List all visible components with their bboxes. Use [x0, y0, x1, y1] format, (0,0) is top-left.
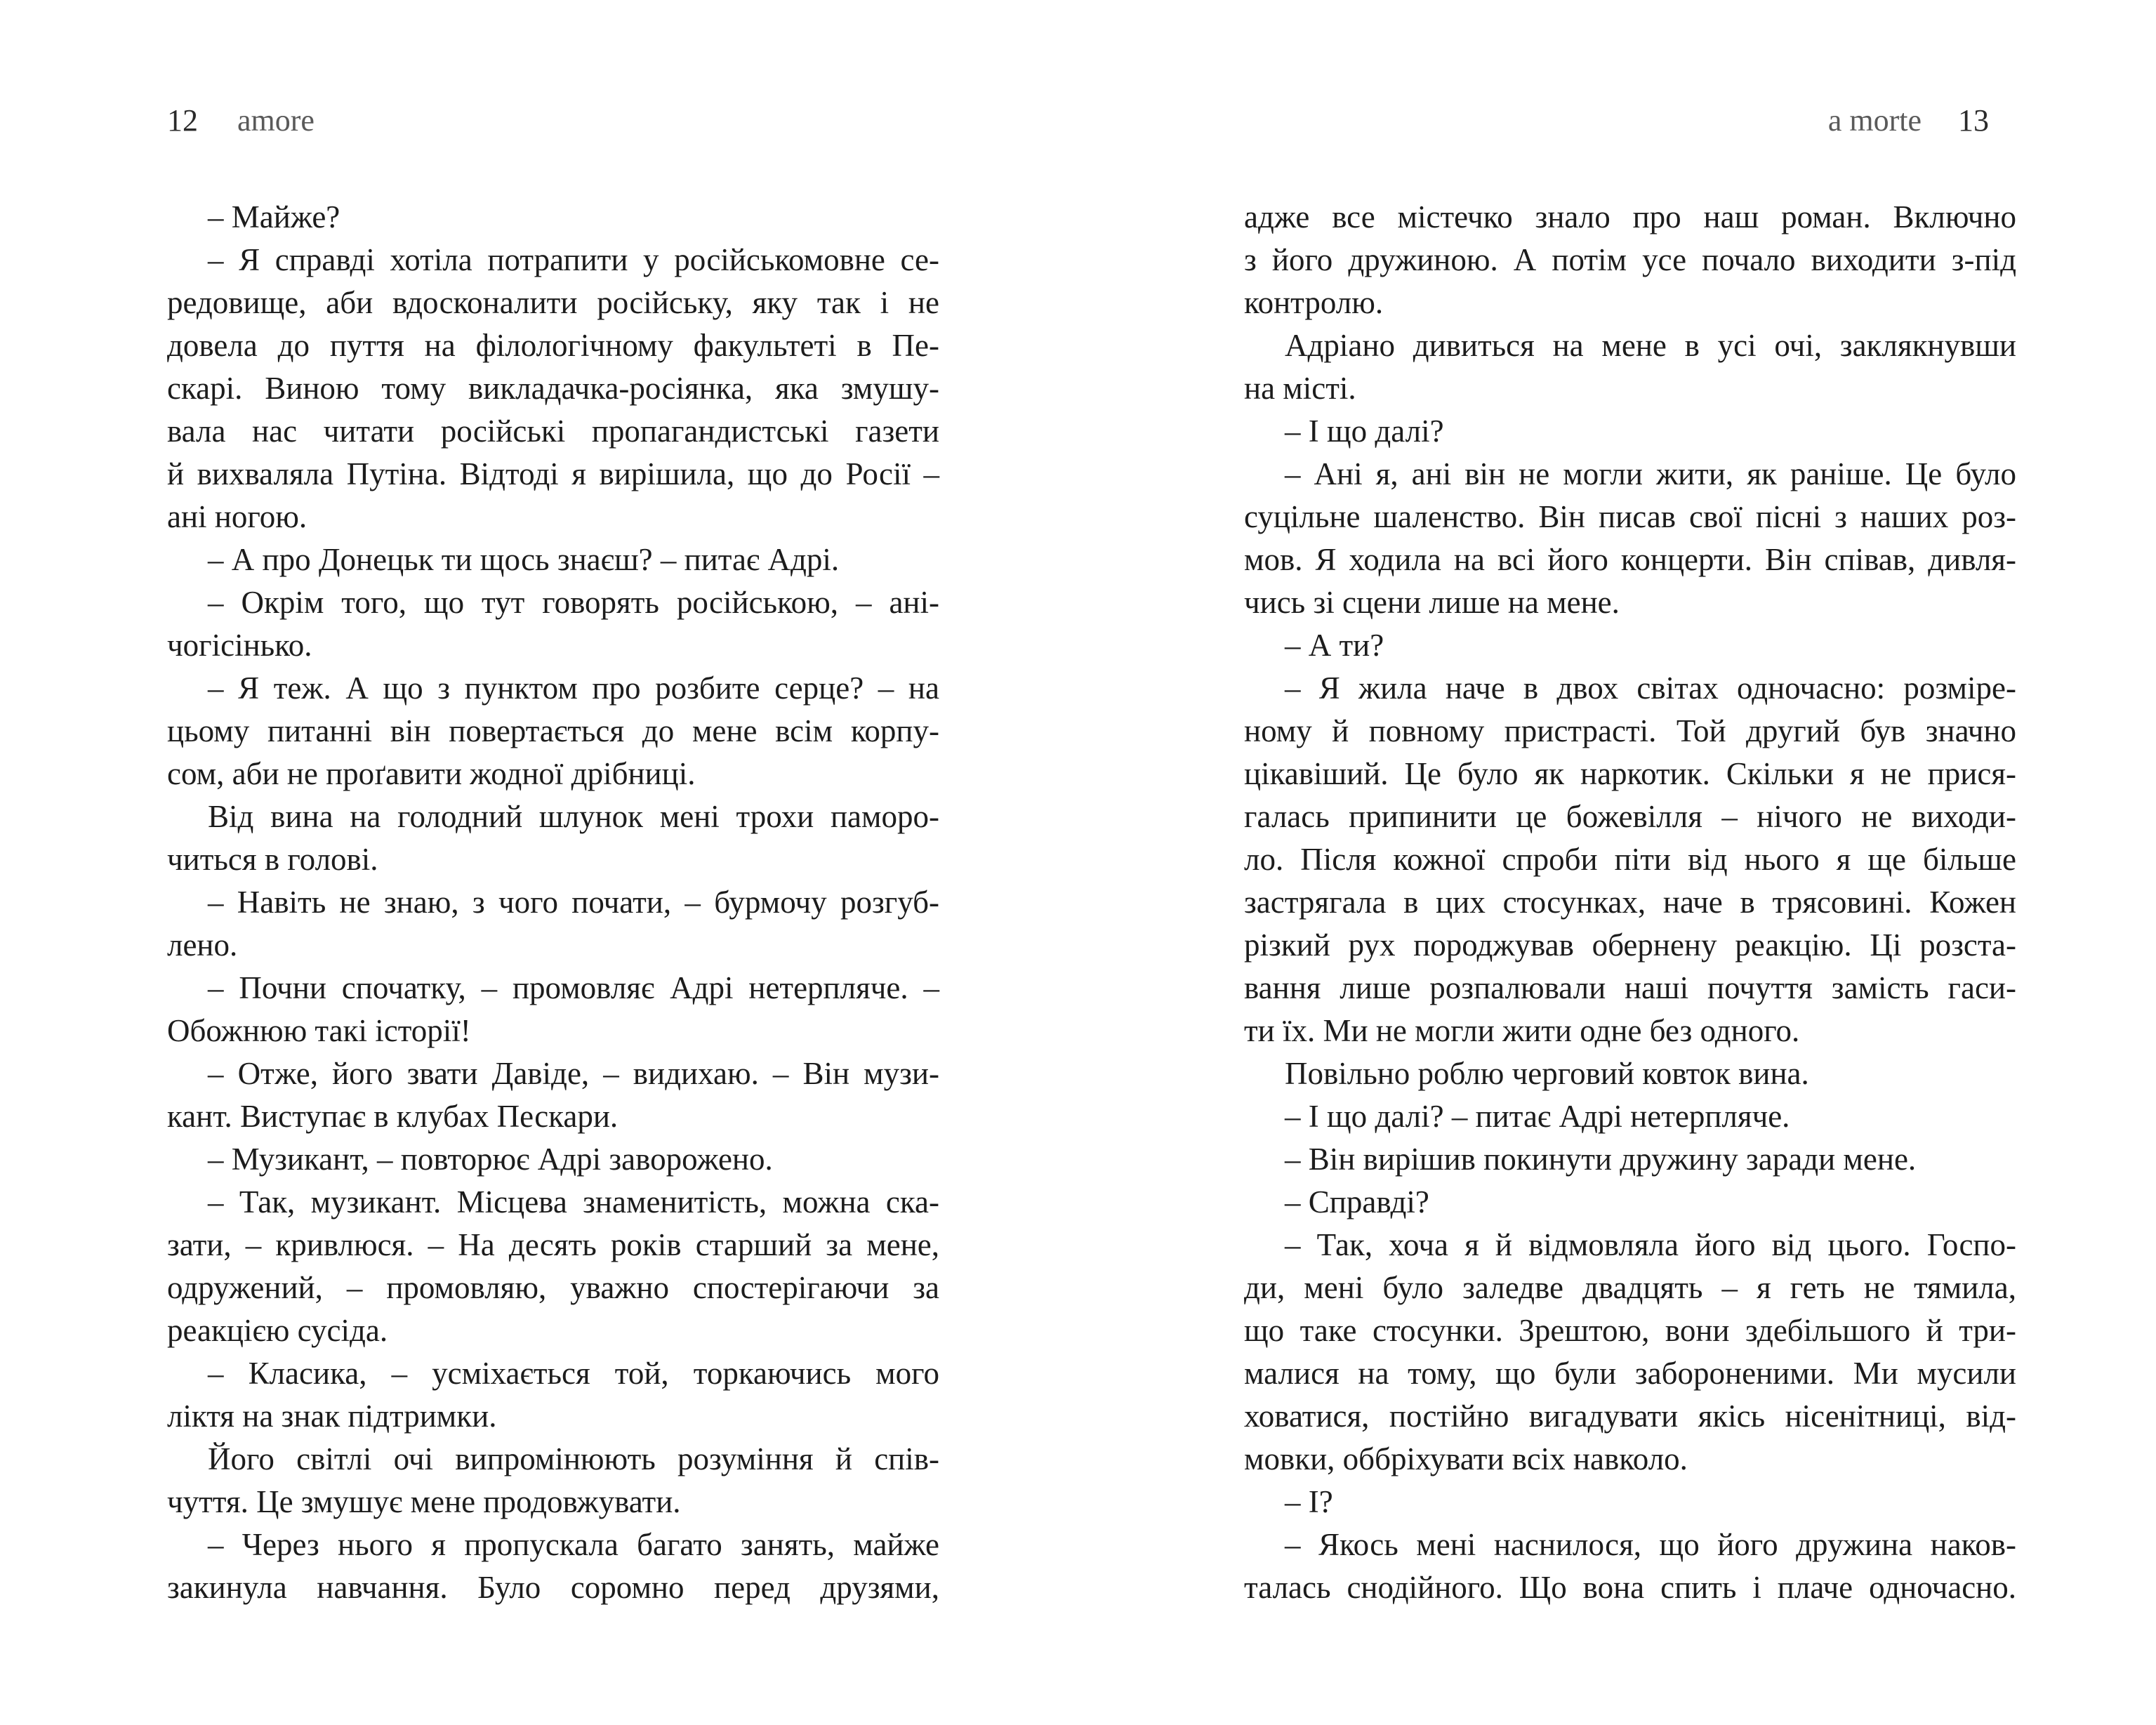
right-page [1078, 0, 2156, 1725]
text-line: – І? [1285, 1484, 1333, 1519]
text-line: ліктя на знак підтримки. [167, 1399, 497, 1434]
text-line: – Музикант, – повторює Адрі заворожено. [208, 1142, 773, 1177]
text-line: – Через нього я пропускала багато занять, майже [208, 1527, 939, 1562]
text-line: галась припинити це божевілля – нічого не виходи- [1244, 799, 2016, 834]
text-line: мовки, оббріхувати всіх навколо. [1244, 1441, 1688, 1476]
text-line: ані ногою. [167, 499, 307, 534]
text-line: – А ти? [1285, 628, 1384, 663]
text-line: цікавіший. Це було як наркотик. Скільки я не прися- [1244, 756, 2016, 791]
text-line: що таке стосунки. Зрештою, вони здебільшого й три- [1244, 1313, 2016, 1348]
text-line: – І що далі? [1285, 414, 1444, 449]
text-line: – Так, музикант. Місцева знаменитість, можна ска- [208, 1184, 939, 1220]
left-page-text [167, 196, 939, 1609]
text-line: редовище, аби вдосконалити російську, яку так і не [167, 285, 939, 320]
text-line: – Майже? [208, 199, 340, 234]
text-line: застрягала в цих стосунках, наче в трясовині. Кожен [1244, 885, 2016, 920]
text-line: мов. Я ходила на всі його концерти. Він співав, дивля- [1244, 542, 2016, 577]
text-line: Повільно роблю черговий ковток вина. [1285, 1056, 1809, 1091]
text-line: зати, – кривлюся. – На десять років старший за мене, [167, 1227, 939, 1262]
text-line: контролю. [1244, 285, 1384, 320]
running-head-title: a morte [1827, 103, 1922, 138]
text-line: чись зі сцени лише на мене. [1244, 585, 1620, 620]
text-line: суцільне шаленство. Він писав свої пісні з наших роз- [1244, 499, 2016, 534]
text-line: довела до пуття на філологічному факультеті в Пе- [167, 328, 939, 363]
text-line: ло. Після кожної спроби піти від нього я ще більше [1244, 842, 2016, 877]
text-line: читься в голові. [167, 842, 378, 877]
text-line: з його дружиною. А потім усе почало виходити з-під [1244, 242, 2016, 277]
text-line: – Ані я, ані він не могли жити, як раніше. Це було [1285, 456, 2016, 491]
text-line: – Він вирішив покинути дружину заради мене. [1285, 1142, 1917, 1177]
text-line: різкий рух породжував обернену реакцію. Ці розста- [1244, 927, 2016, 963]
page-number: 13 [1958, 103, 1989, 138]
text-line: – А про Донецьк ти щось знаєш? – питає Адрі. [208, 542, 840, 577]
text-line: ховатися, постійно вигадувати якісь нісенітниці, від- [1244, 1399, 2016, 1434]
page-number: 12 [167, 103, 198, 138]
right-page-text [1244, 196, 2016, 1609]
text-line: ти їх. Ми не могли жити одне без одного. [1244, 1013, 1800, 1048]
text-line: талась снодійного. Що вона спить і плаче одночасно. [1244, 1570, 2016, 1605]
text-line: ному й повному пристрасті. Той другий був значно [1244, 713, 2016, 748]
text-line: Від вина на голодний шлунок мені трохи паморо- [208, 799, 939, 834]
text-line: – Я жила наче в двох світах одночасно: розміре- [1285, 670, 2016, 706]
text-line: – Класика, – усміхається той, торкаючись мого [208, 1356, 939, 1391]
text-line: скарі. Виною тому викладачка-росіянка, яка змушу- [167, 371, 939, 406]
text-line: – Почни спочатку, – промовляє Адрі нетерпляче. – [208, 970, 939, 1005]
text-line: – Я теж. А що з пунктом про розбите серце? – на [208, 670, 939, 706]
text-line: вала нас читати російські пропагандистські газети [167, 414, 939, 449]
running-head-title: amore [237, 103, 315, 138]
text-line: вання лише розпалювали наші почуття замість гаси- [1244, 970, 2016, 1005]
text-line: на місті. [1244, 371, 1356, 406]
text-line: Його світлі очі випромінюють розуміння й спів- [208, 1441, 939, 1476]
text-line: Обожнюю такі історії! [167, 1013, 471, 1048]
text-line: Адріано дивиться на мене в усі очі, заклякнувши [1285, 328, 2016, 363]
text-line: чуття. Це змушує мене продовжувати. [167, 1484, 681, 1519]
text-line: малися на тому, що були забороненими. Ми мусили [1244, 1356, 2016, 1391]
text-line: – Окрім того, що тут говорять російською, – ані- [208, 585, 939, 620]
text-line: цьому питанні він повертається до мене всім корпу- [167, 713, 939, 748]
text-line: сом, аби не проґавити жодної дрібниці. [167, 756, 696, 791]
text-line: ди, мені було заледве двадцять – я геть не тямила, [1244, 1270, 2016, 1305]
text-line: – Справді? [1285, 1184, 1429, 1220]
text-line: адже все містечко знало про наш роман. Включно [1244, 199, 2016, 234]
text-line: – Отже, його звати Давіде, – видихаю. – Він музи- [208, 1056, 939, 1091]
text-line: лено. [167, 927, 238, 963]
text-line: кант. Виступає в клубах Пескари. [167, 1099, 619, 1134]
left-running-head [167, 100, 315, 142]
text-line: закинула навчання. Було соромно перед друзями, [167, 1570, 939, 1605]
text-line: – Так, хоча я й відмовляла його від цього. Госпо- [1285, 1227, 2016, 1262]
text-line: – Я справді хотіла потрапити у російськомовне се- [208, 242, 939, 277]
text-line: й вихваляла Путіна. Відтоді я вирішила, що до Росії – [167, 456, 939, 491]
text-line: – Якось мені наснилося, що його дружина наков- [1285, 1527, 2016, 1562]
text-line: реакцією сусіда. [167, 1313, 388, 1348]
right-running-head [1828, 100, 1989, 142]
text-line: – І що далі? – питає Адрі нетерпляче. [1285, 1099, 1790, 1134]
text-line: одружений, – промовляю, уважно спостерігаючи за [167, 1270, 939, 1305]
text-line: – Навіть не знаю, з чого почати, – бурмочу розгуб- [208, 885, 939, 920]
text-line: чогісінько. [167, 628, 312, 663]
